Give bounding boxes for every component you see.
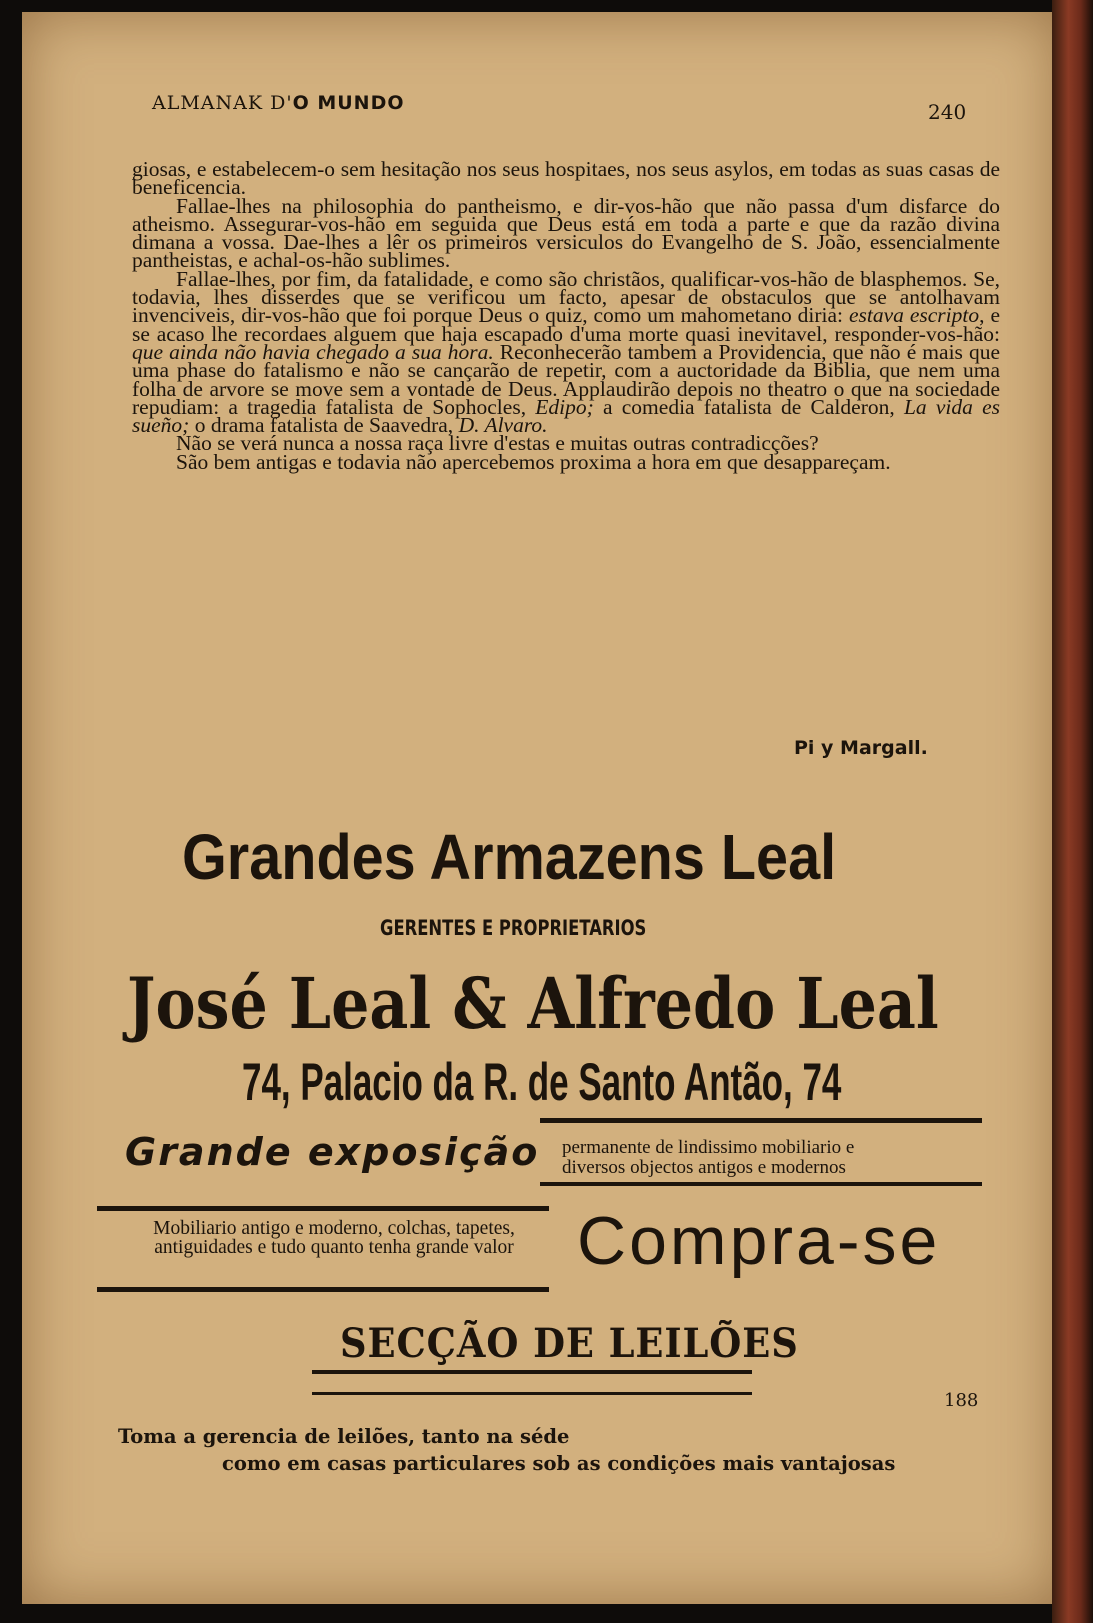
advert-leiloes: SECÇÃO DE LEILÕES <box>340 1320 799 1367</box>
advert-exposicao-desc: permanente de lindissimo mobiliario e diversos objectos antigos e modernos <box>562 1137 855 1178</box>
paragraph-2: Fallae-lhes na philosophia do pantheismo, e dir-vos-hão que não passa d'um disfarce do atheismo. Assegurar-vos-hão em seguida que Deus está em toda a parte e que da razão divina dimana a vossa. Dae-lhes a lêr os primeiros versiculos do Evangelho de S. João, essencialmente pantheistas, e achal-os-hão sublimes. <box>132 193 1000 273</box>
advert-title: Grandes Armazens Leal <box>182 821 837 893</box>
page-number: 240 <box>928 100 967 124</box>
paragraph-5: São bem antigas e todavia não apercebemos proxima a hora em que desappareçam. <box>176 449 891 474</box>
paragraph-3: Fallae-lhes, por fim, da fatalidade, e como são christãos, qualificar-vos-hão de blasphemos. Se, todavia, lhes disserdes que se verificou um facto, apesar de obstaculos que se antolhavam invenciveis, dir-vos-hão que foi porque Deus o quiz, como um mahometano diria: estava escripto, e se acaso lhe recordaes alguem que haja escapado d'uma morte quasi inevitavel, responder-vos-hão: que ainda não havia chegado a sua hora. Reconhecerão tambem a Providencia, que não é mais que uma phase do fatalismo e não se cançarão de repetir, com a auctoridade da Biblia, que nem uma folha de arvore se move sem a vontade de Deus. Applaudirão depois no theatro o que na sociedade repudiam: a tragedia fatalista de Sophocles, Edipo; a comedia fatalista de Calderon, La vida es sueño; o drama fatalista de Saavedra, D. Alvaro. <box>132 266 1000 438</box>
advert-mobiliario: Mobiliario antigo e moderno, colchas, tapetes, antiguidades e tudo quanto tenha grande valor <box>153 1218 515 1258</box>
advert-owners: José Leal & Alfredo Leal <box>127 962 939 1045</box>
divider <box>312 1392 752 1395</box>
advert-subtitle: GERENTES E PROPRIETARIOS <box>380 916 647 940</box>
advert-gerencia-line-1: Toma a gerencia de leilões, tanto na séde <box>118 1425 570 1448</box>
article-body <box>132 157 1000 474</box>
divider <box>97 1287 549 1292</box>
advert-exposicao: Grande exposição <box>125 1130 540 1174</box>
advert-address: 74, Palacio da R. de Santo Antão, 74 <box>242 1053 842 1112</box>
advert-gerencia-line-2: como em casas particulares sob as condições mais vantajosas <box>222 1452 896 1475</box>
header-title-bold: O MUNDO <box>292 92 405 114</box>
advert-compra-se: Compra-se <box>577 1203 941 1279</box>
paragraph-4: Não se verá nunca a nossa raça livre d'estas e muitas outras contradicções? <box>176 431 819 456</box>
divider <box>97 1206 549 1211</box>
header-prefix: ALMANAK D' <box>152 92 293 114</box>
divider <box>312 1370 752 1374</box>
advert-number: 188 <box>944 1390 979 1411</box>
paragraph-1: giosas, e estabelecem-o sem hesitação nos seus hospitaes, nos seus asylos, em todas as suas casas de beneficencia. <box>132 157 1000 200</box>
divider <box>540 1118 982 1123</box>
signature: Pi y Margall. <box>794 737 928 759</box>
book-spine <box>1052 0 1093 1623</box>
running-header <box>152 92 405 114</box>
divider <box>540 1182 982 1186</box>
book-page <box>22 12 1058 1604</box>
